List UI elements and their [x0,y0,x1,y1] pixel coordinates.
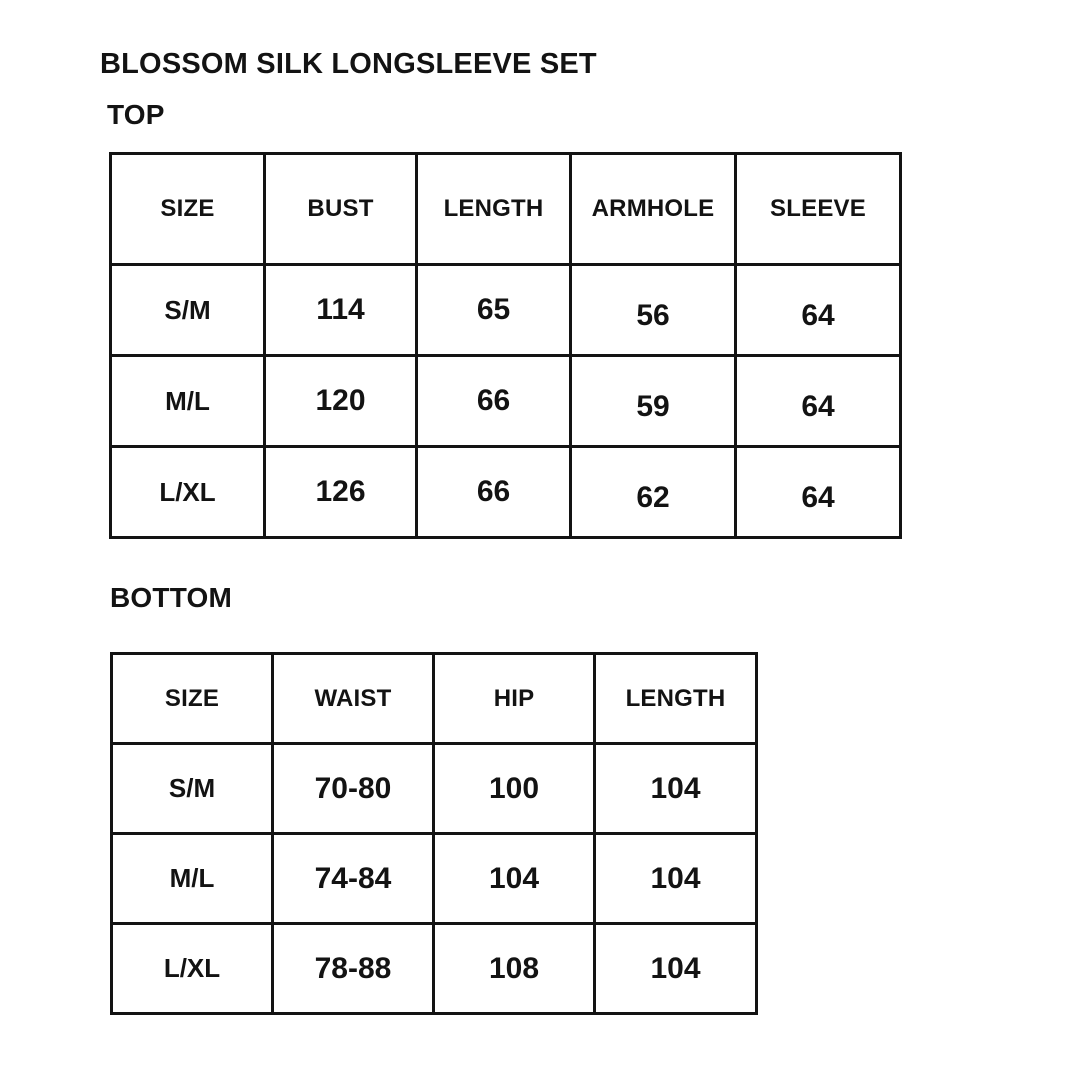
value-label: 114 [316,293,365,326]
size-cell [112,924,273,1014]
header-label: BUST [307,195,374,222]
header-label: LENGTH [625,684,726,712]
header-cell-waist [273,654,434,744]
header-cell-size [112,654,273,744]
header-cell-length [595,654,757,744]
table-row [111,447,901,538]
size-label: S/M [164,294,211,325]
value-cell [434,924,595,1014]
table-row [111,356,901,447]
size-label: L/XL [159,476,216,507]
size-cell [112,834,273,924]
value-label: 64 [801,481,835,514]
header-cell-sleeve [736,154,901,265]
header-cell-size [111,154,265,265]
header-label: LENGTH [443,195,544,222]
value-cell [595,924,757,1014]
size-cell [111,356,265,447]
size-cell [111,447,265,538]
header-label: SLEEVE [770,195,866,222]
table-row [111,265,901,356]
value-label: 104 [488,861,540,895]
value-label: 126 [315,475,366,508]
value-cell [417,447,571,538]
value-label: 64 [801,390,835,423]
section-heading-top: TOP [107,99,165,130]
value-cell [571,265,736,356]
header-cell-bust [265,154,417,265]
value-cell [417,356,571,447]
header-label: WAIST [314,684,392,712]
value-cell [434,834,595,924]
header-label: SIZE [160,195,215,222]
table-row [112,834,757,924]
value-cell [736,447,901,538]
value-label: 65 [476,293,511,326]
value-label: 100 [488,771,540,805]
value-cell [273,924,434,1014]
value-cell [273,744,434,834]
size-label: M/L [165,385,210,416]
value-label: 56 [636,299,670,332]
value-cell [265,356,417,447]
size-label: S/M [168,773,216,803]
value-label: 66 [476,475,511,508]
size-label: L/XL [163,953,221,983]
header-label: ARMHOLE [591,195,715,222]
value-label: 120 [315,384,366,417]
table-header-row [111,154,901,265]
table-row [112,744,757,834]
header-cell-hip [434,654,595,744]
value-cell [273,834,434,924]
value-label: 108 [488,951,540,985]
value-cell [736,356,901,447]
size-label: M/L [169,863,215,893]
value-label: 104 [650,951,701,985]
header-label: SIZE [164,684,220,712]
value-cell [434,744,595,834]
value-cell [571,447,736,538]
value-cell [595,744,757,834]
header-cell-length [417,154,571,265]
table-header-row [112,654,757,744]
value-label: 62 [636,481,670,514]
header-label: HIP [493,684,535,712]
value-cell [265,447,417,538]
value-cell [265,265,417,356]
size-cell [111,265,265,356]
value-label: 78-88 [314,951,392,985]
section-heading-bottom: BOTTOM [110,582,233,613]
value-label: 66 [476,384,511,417]
value-label: 70-80 [314,771,392,805]
value-label: 59 [636,390,670,423]
value-cell [417,265,571,356]
value-label: 104 [650,771,701,805]
top-size-table [109,152,902,539]
table-row [112,924,757,1014]
value-label: 104 [650,861,701,895]
value-cell [595,834,757,924]
page-title: BLOSSOM SILK LONGSLEEVE SET [100,48,597,80]
value-label: 74-84 [314,861,392,895]
header-cell-armhole [571,154,736,265]
size-cell [112,744,273,834]
value-label: 64 [801,299,835,332]
bottom-size-table [110,652,758,1015]
value-cell [736,265,901,356]
value-cell [571,356,736,447]
